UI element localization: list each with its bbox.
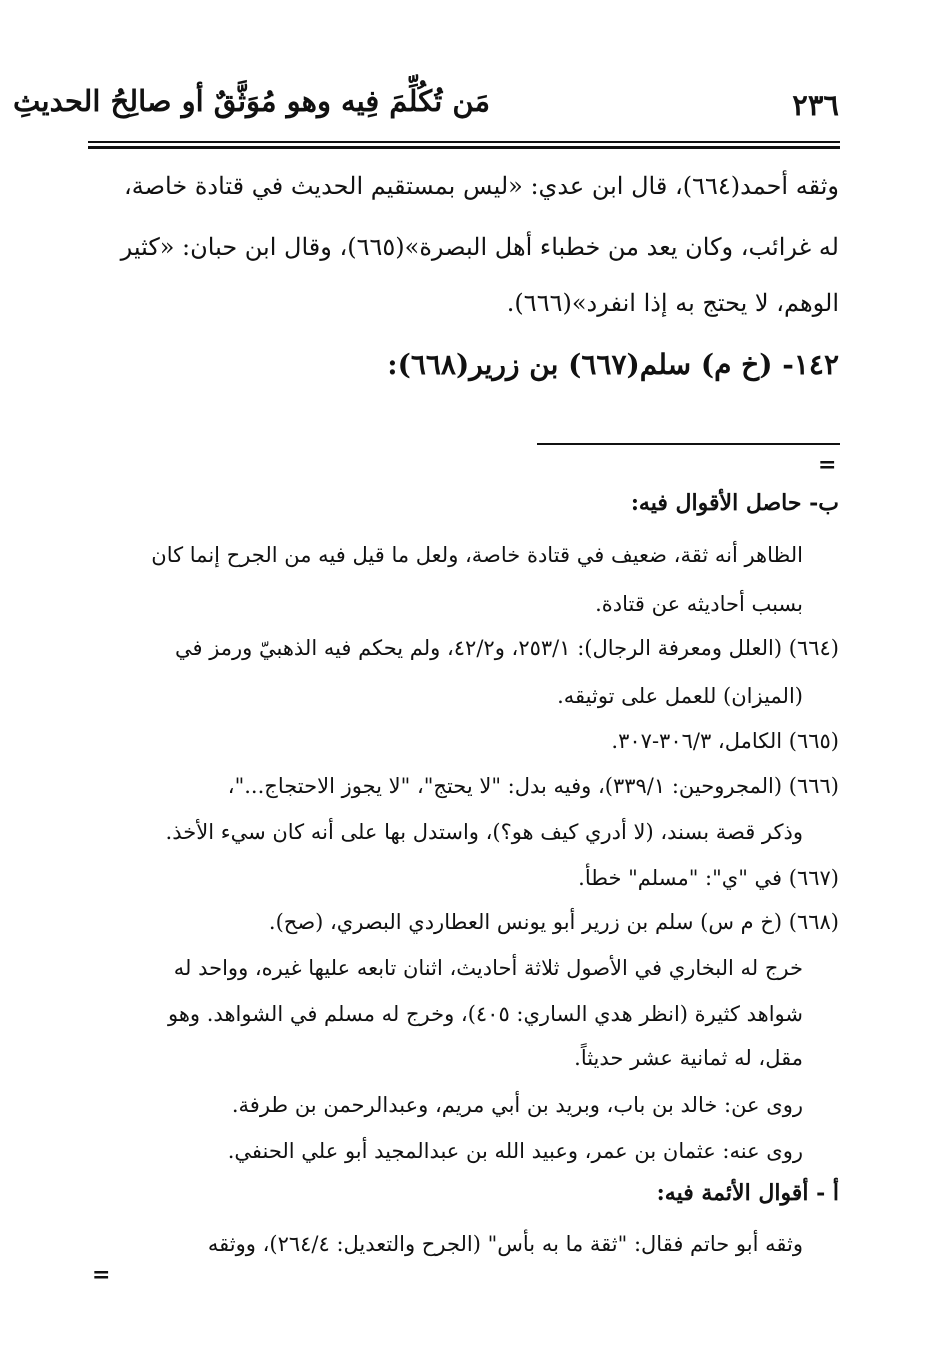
footnote-668-line-4: مقل، له ثمانية عشر حديثاً. — [574, 1046, 803, 1070]
header-rule-thick — [88, 146, 840, 149]
footnote-668-line-2: خرج له البخاري في الأصول ثلاثة أحاديث، اثنان تابعه عليها غيره، وواحد له — [173, 956, 803, 980]
footnote-664-line-1: (٦٦٤) (العلل ومعرفة الرجال): ٢٥٣/١، و٤٢/٢، ولم يحكم فيه الذهبيّ ورمز في — [174, 636, 839, 660]
body-line-2: له غرائب، وكان يعد من خطباء أهل البصرة»(٦٦٥)، وقال ابن حبان: «كثير — [120, 233, 839, 261]
footnote-664-line-2: (الميزان) للعمل على توثيقه. — [557, 684, 803, 708]
footnote-666-line-2: وذكر قصة بسند، (لا أدري كيف هو؟)، واستدل بها على أنه كان سيء الأخذ. — [165, 820, 803, 844]
footnote-667: (٦٦٧) في "ي": "مسلم" خطأ. — [578, 866, 839, 890]
footnote-separator — [537, 443, 840, 445]
footnote-668-line-6: روى عنه: عثمان بن عمر، وعبيد الله بن عبدالمجيد أبو علي الحنفي. — [227, 1139, 803, 1163]
body-line-1: وثقه أحمد(٦٦٤)، قال ابن عدي: «ليس بمستقيم الحديث في قتادة خاصة، — [124, 172, 839, 200]
header-rule-thin — [88, 141, 840, 143]
section-a-heading: أ - أقوال الأئمة فيه: — [656, 1180, 839, 1206]
section-a-line: وثقه أبو حاتم فقال: "ثقة ما به بأس" (الجرح والتعديل: ٢٦٤/٤)، ووثقه — [207, 1232, 803, 1256]
continuation-marker-bottom: = — [92, 1262, 111, 1288]
footnote-668-line-3: شواهد كثيرة (انظر هدي الساري: ٤٠٥)، وخرج له مسلم في الشواهد. وهو — [168, 1002, 803, 1026]
footnote-665: (٦٦٥) الكامل، ٣٠٦/٣-٣٠٧. — [611, 729, 839, 753]
running-title: مَن تُكُلِّمَ فِيه وهو مُوَثَّقٌ أو صالِحُ الحديثِ — [13, 84, 490, 118]
section-b-line-2: بسبب أحاديثه عن قتادة. — [595, 592, 803, 616]
page-number: ٢٣٦ — [792, 88, 839, 122]
section-b-line-1: الظاهر أنه ثقة، ضعيف في قتادة خاصة، ولعل ما قيل فيه من الجرح إنما كان — [151, 543, 803, 567]
entry-heading: ١٤٢- (خ م) سلم(٦٦٧) بن زرير(٦٦٨): — [387, 348, 839, 381]
footnote-666-line-1: (٦٦٦) (المجروحين: ٣٣٩/١)، وفيه بدل: "لا يحتج"، "لا يجوز الاحتجاج..."، — [227, 774, 839, 798]
footnote-668-line-5: روى عن: خالد بن باب، وبريد بن أبي مريم، وعبدالرحمن بن طرفة. — [231, 1093, 803, 1117]
section-b-heading: ب- حاصل الأقوال فيه: — [630, 490, 839, 516]
continuation-marker: = — [818, 452, 837, 478]
body-line-3: الوهم، لا يحتج به إذا انفرد»(٦٦٦). — [506, 289, 839, 317]
footnote-668-line-1: (٦٦٨) (خ م س) سلم بن زرير أبو يونس العطاردي البصري، (صح). — [268, 910, 839, 934]
